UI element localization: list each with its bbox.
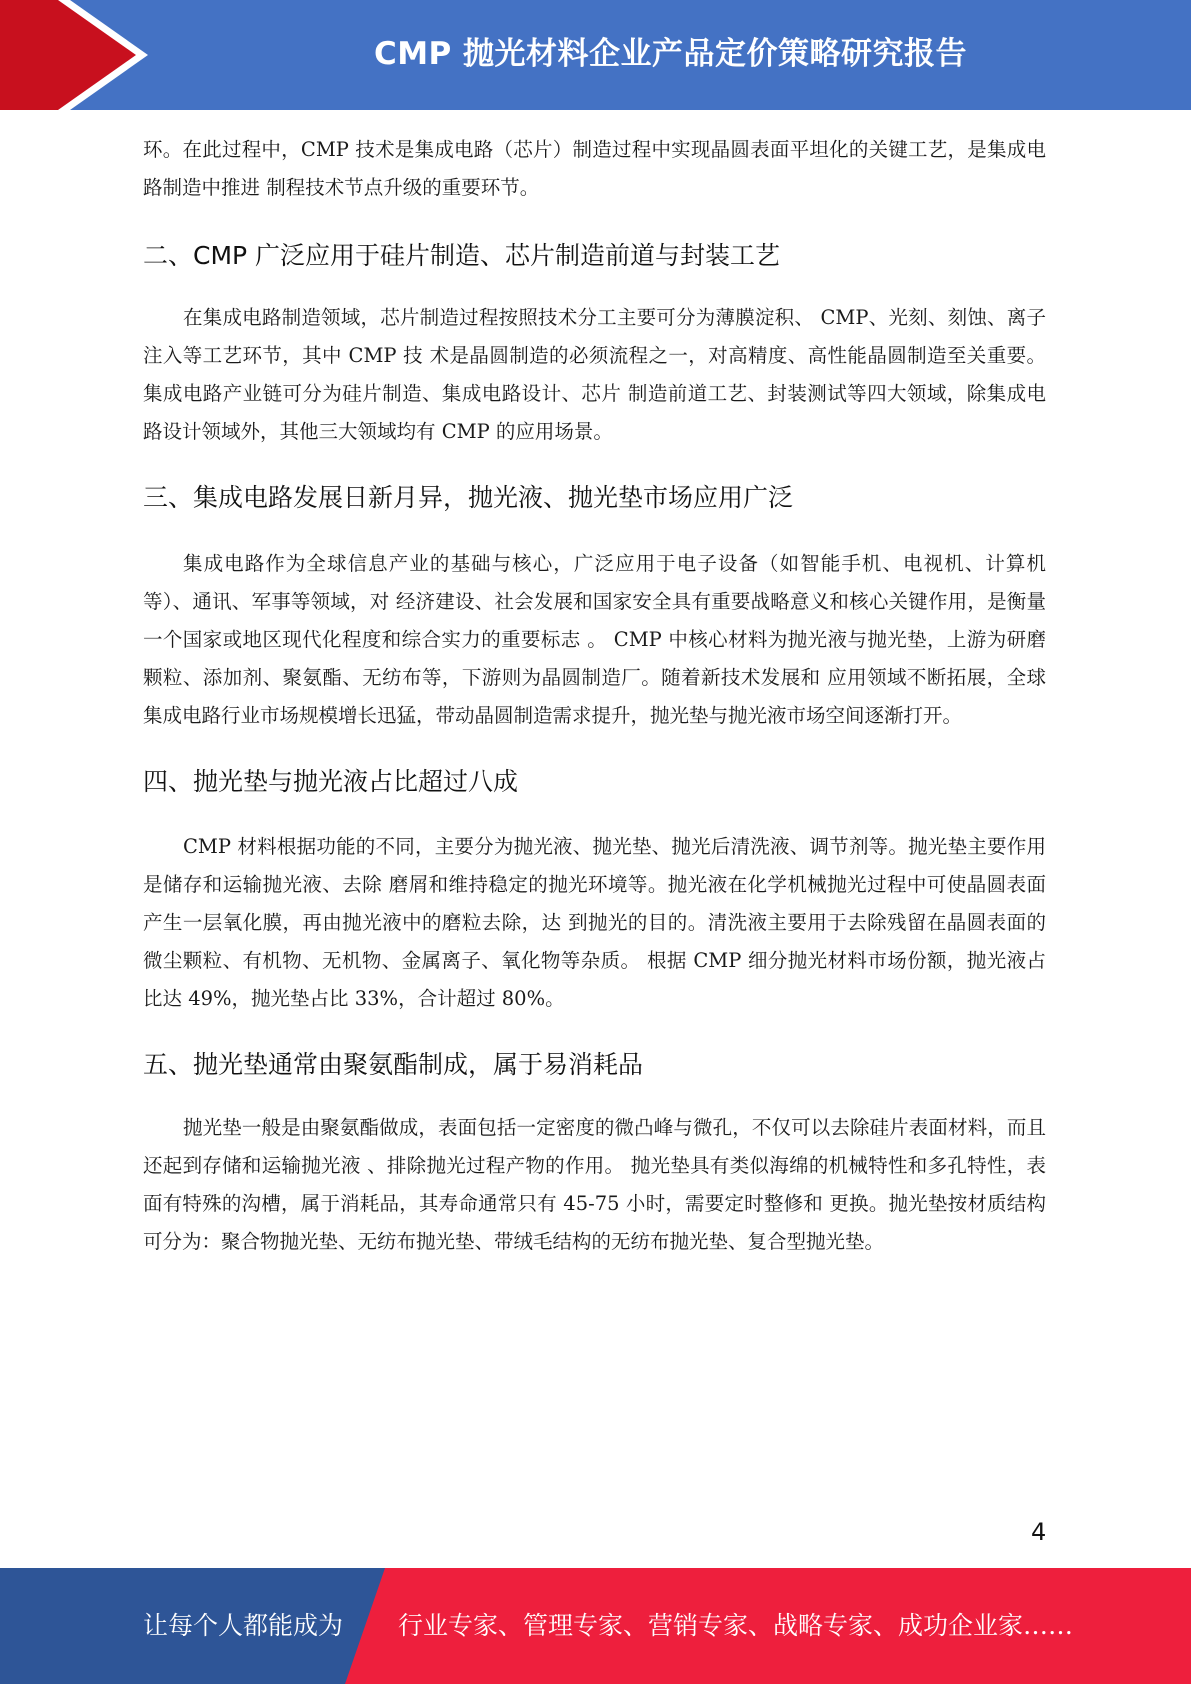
page-number: 4 <box>1031 1518 1047 1546</box>
report-title: CMP 抛光材料企业产品定价策略研究报告 <box>373 36 968 72</box>
section-paragraph-2: 在集成电路制造领域，芯片制造过程按照技术分工主要可分为薄膜淀积、 CMP、光刻、刻蚀、离子注入等工艺环节，其中 CMP 技 术是晶圆制造的必须流程之一，对高精度、高性能晶圆制造至关重要。集成电路产业链可分为硅片制造、集成电路设计、芯片 制造前道工艺、封装测试等四大领域，除集成电路设计领域外，其他三大领域均有 CMP 的应用场景。 <box>143 306 1046 443</box>
section-heading-4: 四、抛光垫与抛光液占比超过八成 <box>143 767 519 796</box>
section-heading-3: 三、集成电路发展日新月异，抛光液、抛光垫市场应用广泛 <box>143 483 794 512</box>
section-heading-5: 五、抛光垫通常由聚氨酯制成，属于易消耗品 <box>143 1050 644 1079</box>
section-paragraph-5: 抛光垫一般是由聚氨酯做成，表面包括一定密度的微凸峰与微孔，不仅可以去除硅片表面材料，而且还起到存储和运输抛光液 、排除抛光过程产物的作用。 抛光垫具有类似海绵的机械特性和多孔特性，表面有特殊的沟槽，属于消耗品，其寿命通常只有 45-75 小时，需要定时整修和 更换。抛光垫按材质结构可分为：聚合物抛光垫、无纺布抛光垫、带绒毛结构的无纺布抛光垫、复合型抛光垫。 <box>143 1116 1046 1253</box>
section-paragraph-4: CMP 材料根据功能的不同，主要分为抛光液、抛光垫、抛光后清洗液、调节剂等。抛光垫主要作用是储存和运输抛光液、去除 磨屑和维持稳定的抛光环境等。抛光液在化学机械抛光过程中可使晶圆表面产生一层氧化膜，再由抛光液中的磨粒去除，达 到抛光的目的。清洗液主要用于去除残留在晶圆表面的微尘颗粒、有机物、无机物、金属离子、氧化物等杂质。 根据 CMP 细分抛光材料市场份额，抛光液占比达 49%，抛光垫占比 33%，合计超过 80%。 <box>143 835 1046 1010</box>
footer-slogan-right: 行业专家、管理专家、营销专家、战略专家、成功企业家…… <box>398 1611 1074 1640</box>
intro-paragraph: 环。在此过程中，CMP 技术是集成电路（芯片）制造过程中实现晶圆表面平坦化的关键工艺，是集成电路制造中推进 制程技术节点升级的重要环节。 <box>143 138 1046 199</box>
header-arrow-decoration <box>0 0 150 110</box>
main-content <box>143 131 1046 1261</box>
page-header <box>0 0 1191 110</box>
section-heading-2: 二、CMP 广泛应用于硅片制造、芯片制造前道与封装工艺 <box>143 241 781 270</box>
section-paragraph-3: 集成电路作为全球信息产业的基础与核心，广泛应用于电子设备（如智能手机、电视机、计算机等）、通讯、军事等领域，对 经济建设、社会发展和国家安全具有重要战略意义和核心关键作用，是衡量一个国家或地区现代化程度和综合实力的重要标志 。 CMP 中核心材料为抛光液与抛光垫，上游为研磨颗粒、添加剂、聚氨酯、无纺布等，下游则为晶圆制造厂。随着新技术发展和 应用领域不断拓展，全球集成电路行业市场规模增长迅猛，带动晶圆制造需求提升，抛光垫与抛光液市场空间逐渐打开。 <box>143 552 1046 727</box>
footer-slogan-left: 让每个人都能成为 <box>143 1611 344 1640</box>
page-footer <box>0 1568 1191 1684</box>
